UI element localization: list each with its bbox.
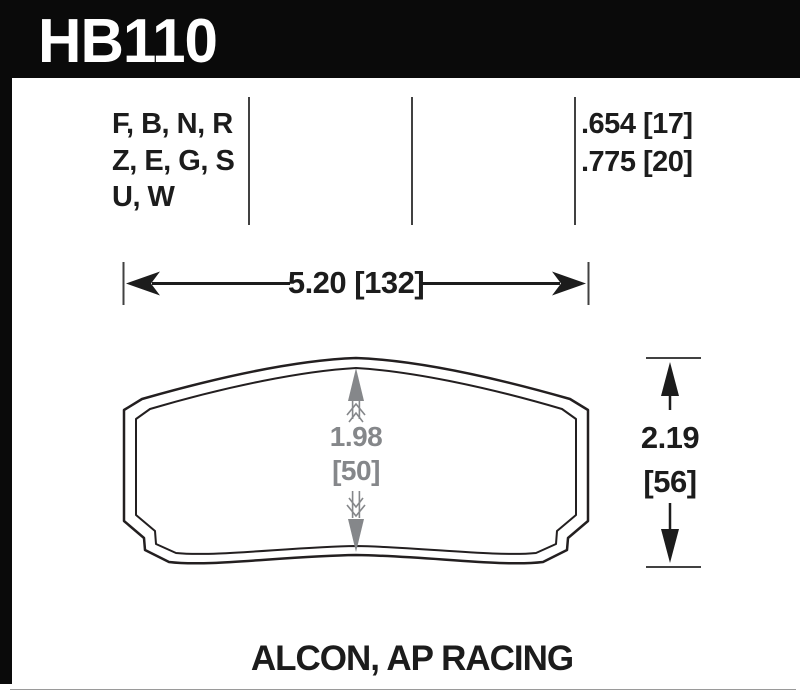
depth-dimension-label: [301, 420, 411, 488]
pad-thickness-line: .775 [20]: [581, 145, 693, 178]
height-dimension-label: [624, 416, 716, 504]
applications-label: ALCON, AP RACING: [250, 639, 574, 678]
depth-dimension-metric: [50]: [332, 455, 380, 486]
height-dimension-value: 2.19: [640, 420, 700, 455]
width-dimension-label: 5.20 [132]: [287, 265, 425, 300]
depth-dimension-value: 1.98: [329, 421, 383, 452]
compound-codes-line: Z, E, G, S: [112, 144, 235, 177]
pad-thickness-line: .654 [17]: [581, 108, 693, 140]
compound-codes-line: F, B, N, R: [112, 108, 233, 140]
compound-codes-line: U, W: [112, 181, 175, 213]
part-number: HB110: [38, 7, 218, 76]
height-dimension-metric: [56]: [643, 464, 697, 499]
